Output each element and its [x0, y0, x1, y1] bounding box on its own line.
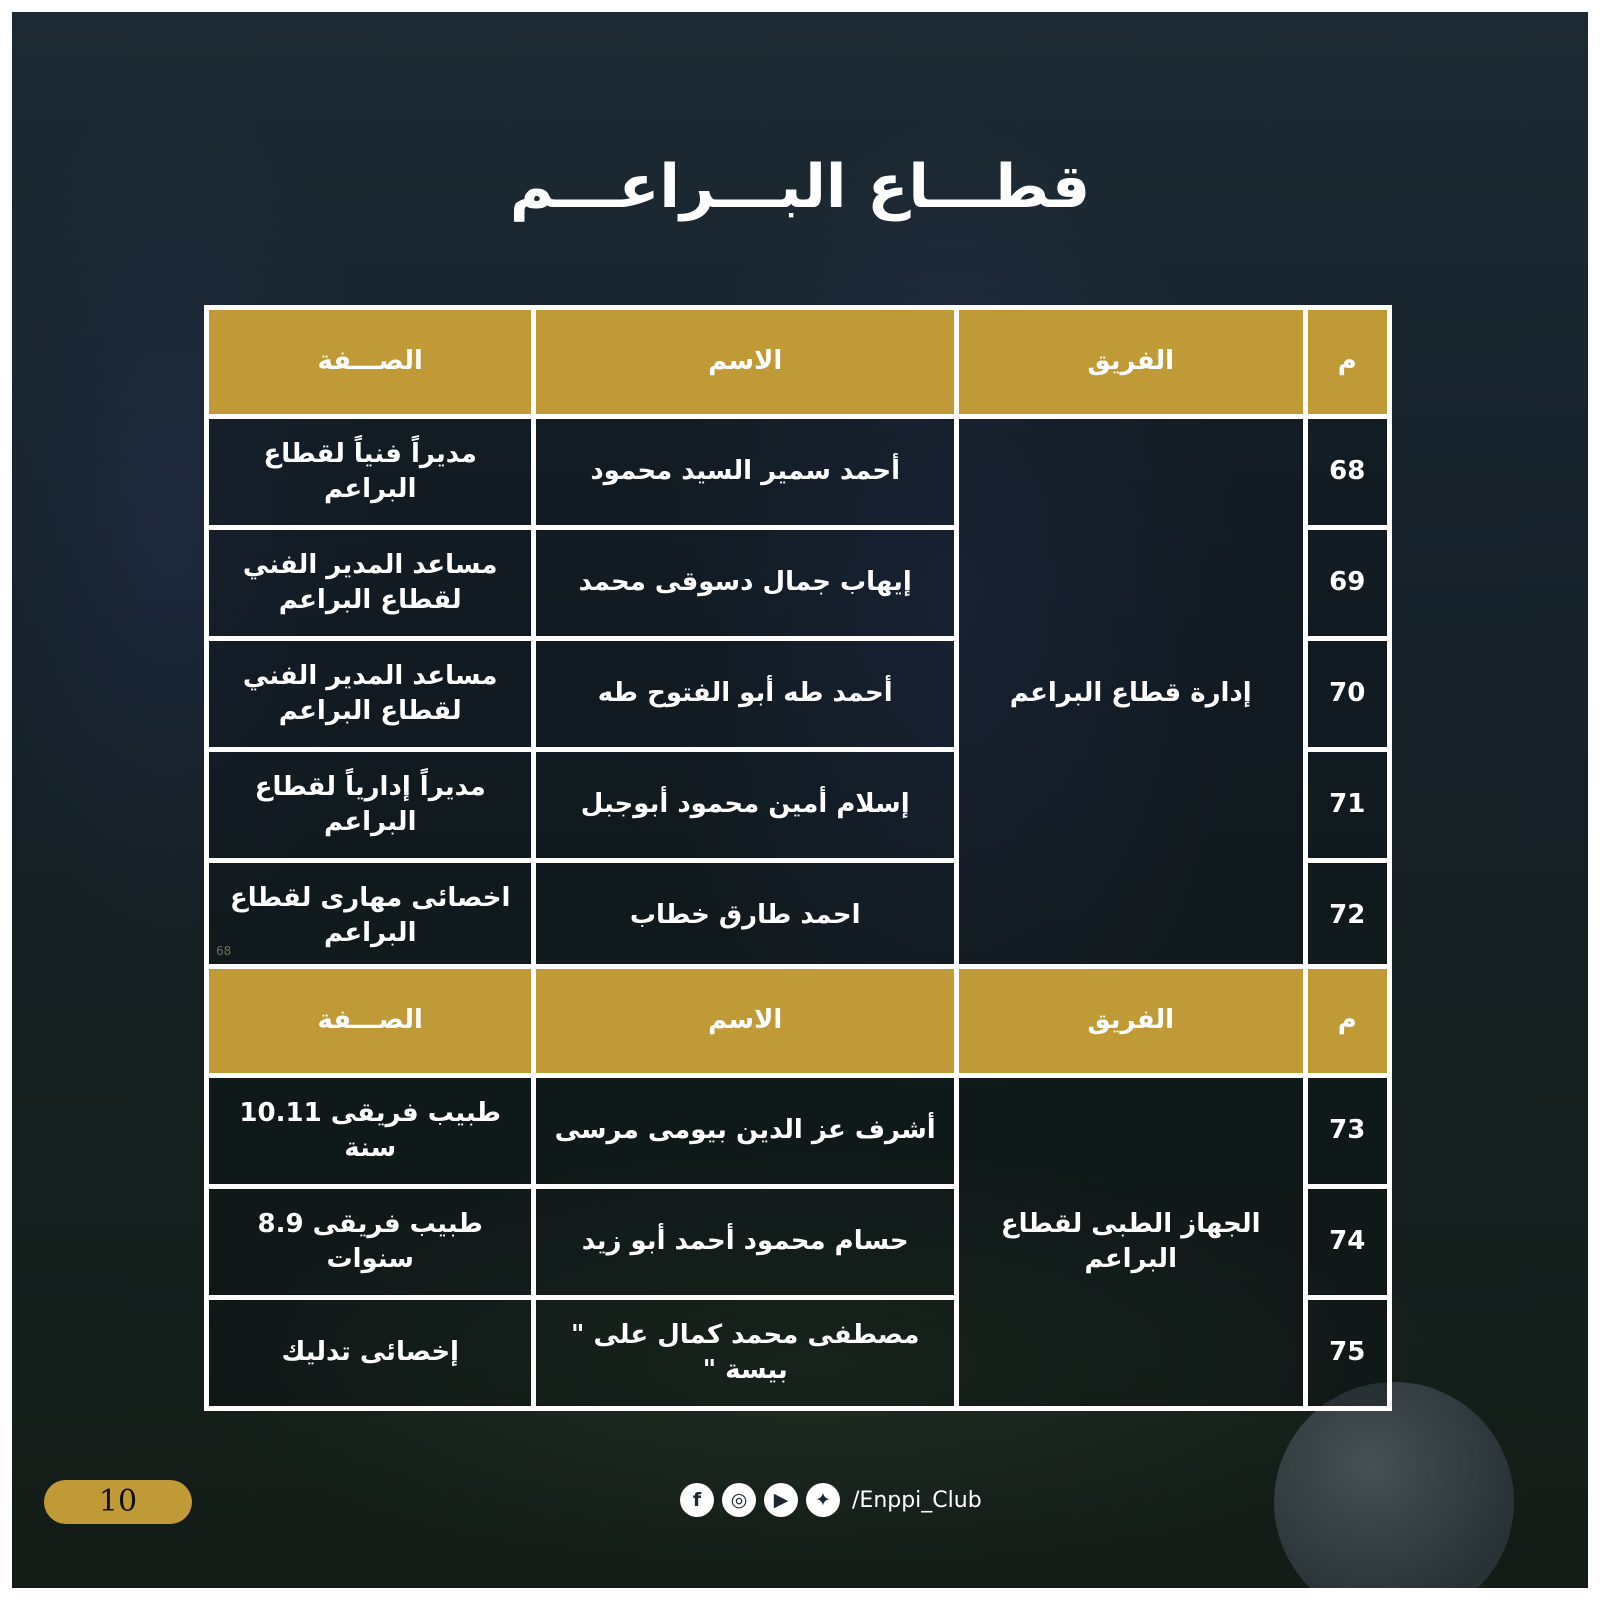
row-name: إسلام أمين محمود أبوجبل: [534, 750, 957, 861]
table-header-row: [207, 308, 1390, 417]
page-number: 10: [44, 1480, 192, 1524]
row-name: أحمد طه أبو الفتوح طه: [534, 639, 957, 750]
page-title: قطـــاع البـــراعـــم: [509, 152, 1091, 222]
row-role: مديراً فنياً لقطاع البراعم: [207, 417, 534, 528]
header-role: الصـــفة: [207, 967, 534, 1076]
table-row: [207, 1076, 1390, 1187]
social-handle: /Enppi_Club: [852, 1487, 982, 1513]
youtube-icon[interactable]: ▶: [764, 1483, 798, 1517]
row-name: أحمد سمير السيد محمود: [534, 417, 957, 528]
team-cell: إدارة قطاع البراعم: [956, 417, 1305, 972]
row-name: احمد طارق خطاب: [534, 861, 957, 972]
header-role: الصـــفة: [207, 308, 534, 417]
header-number: م: [1305, 308, 1390, 417]
staff-table-medical: [204, 964, 1392, 1411]
team-cell: الجهاز الطبى لقطاع البراعم: [956, 1076, 1305, 1409]
row-role: طبيب فريقى 8.9 سنوات: [207, 1187, 534, 1298]
row-number: 74: [1305, 1187, 1390, 1298]
header-name: الاسم: [534, 967, 957, 1076]
row-number: 70: [1305, 639, 1390, 750]
row-role: مساعد المدير الفني لقطاع البراعم: [207, 639, 534, 750]
row-role: إخصائى تدليك: [207, 1298, 534, 1409]
row-name: أشرف عز الدين بيومى مرسى: [534, 1076, 957, 1187]
header-name: الاسم: [534, 308, 957, 417]
row-name: مصطفى محمد كمال على " بيسة ": [534, 1298, 957, 1409]
football-decoration: [1274, 1382, 1514, 1588]
table-row: [207, 417, 1390, 528]
twitter-icon[interactable]: ✦: [806, 1483, 840, 1517]
header-team: الفريق: [956, 308, 1305, 417]
row-number: 71: [1305, 750, 1390, 861]
row-role: طبيب فريقى 10.11 سنة: [207, 1076, 534, 1187]
social-links: [680, 1480, 982, 1520]
row-role: اخصائى مهارى لقطاع البراعم: [207, 861, 534, 972]
instagram-icon[interactable]: ◎: [722, 1483, 756, 1517]
facebook-icon[interactable]: f: [680, 1483, 714, 1517]
page-frame: [12, 12, 1588, 1588]
row-number: 73: [1305, 1076, 1390, 1187]
row-name: إيهاب جمال دسوقى محمد: [534, 528, 957, 639]
row-role: مديراً إدارياً لقطاع البراعم: [207, 750, 534, 861]
header-team: الفريق: [956, 967, 1305, 1076]
row-number: 72: [1305, 861, 1390, 972]
header-number: م: [1305, 967, 1390, 1076]
row-number: 69: [1305, 528, 1390, 639]
staff-table-management: [204, 305, 1392, 974]
table-header-row: [207, 967, 1390, 1076]
row-number: 75: [1305, 1298, 1390, 1409]
tiny-mark: 68: [216, 944, 232, 958]
row-role: مساعد المدير الفني لقطاع البراعم: [207, 528, 534, 639]
row-number: 68: [1305, 417, 1390, 528]
row-name: حسام محمود أحمد أبو زيد: [534, 1187, 957, 1298]
